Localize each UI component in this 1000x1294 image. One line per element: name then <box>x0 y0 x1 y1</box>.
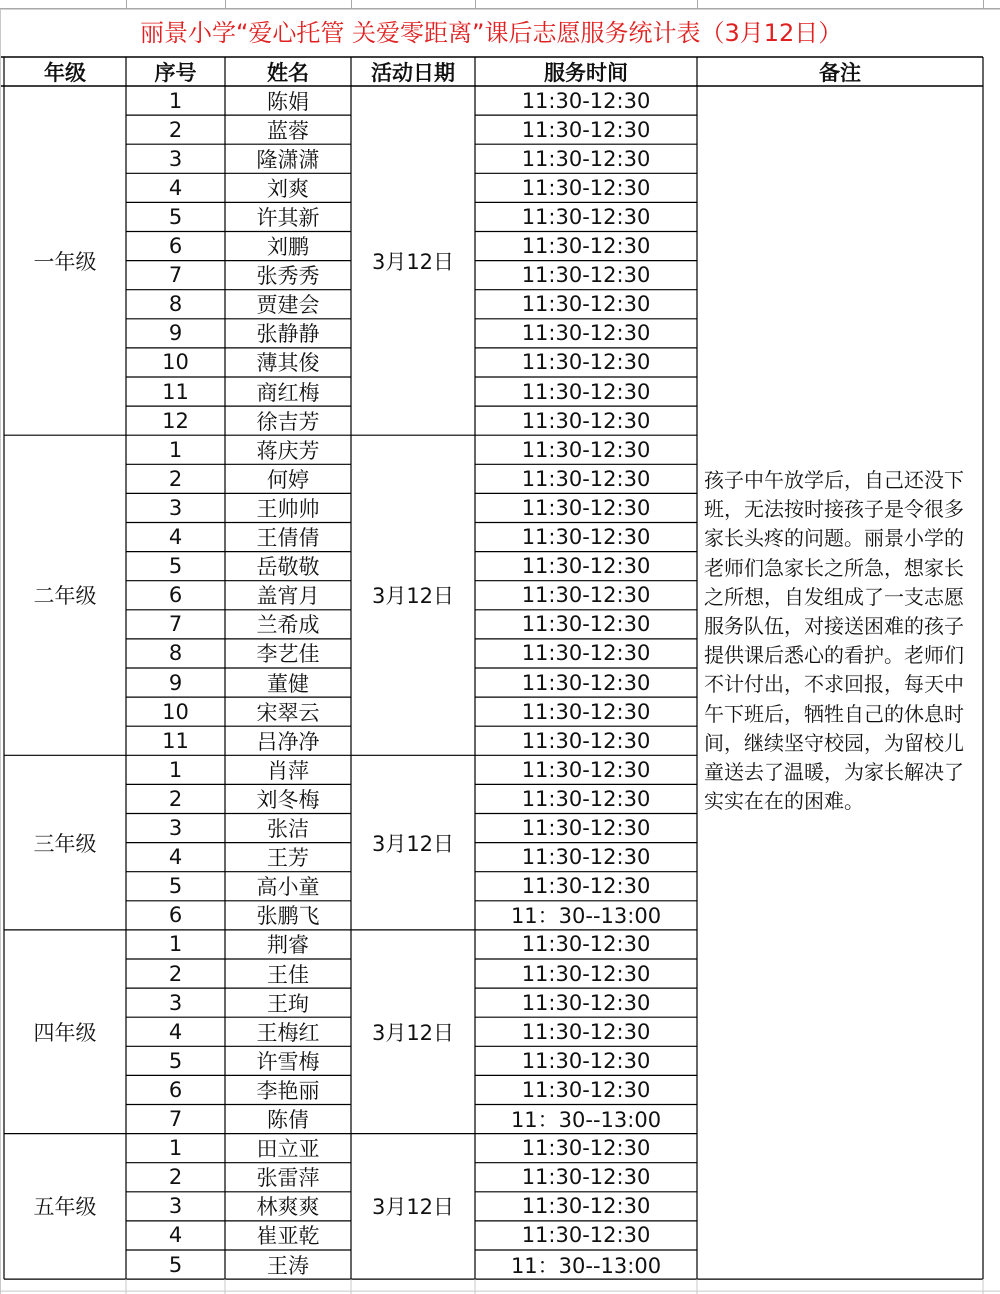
row-name: 王涛 <box>267 1253 309 1278</box>
row-name: 张鹏飞 <box>256 904 320 929</box>
row-index: 6 <box>168 903 183 928</box>
row-time: 11:30-12:30 <box>521 757 651 782</box>
row-index: 3 <box>168 1194 183 1219</box>
row-time: 11:30-12:30 <box>521 1136 651 1161</box>
sheet-title: 丽景小学“爱心托管 关爱零距离”课后志愿服务统计表（3月12日） <box>140 19 843 47</box>
row-time: 11:30-12:30 <box>521 437 651 462</box>
date-cell: 3月12日 <box>371 584 455 609</box>
row-name: 陈娟 <box>267 89 309 114</box>
row-index: 7 <box>168 1107 183 1132</box>
row-index: 2 <box>168 1165 183 1190</box>
row-index: 1 <box>168 932 183 957</box>
row-index: 2 <box>168 786 183 811</box>
row-index: 1 <box>168 1136 183 1161</box>
date-cell: 3月12日 <box>371 831 455 856</box>
row-name: 薄其俊 <box>256 351 320 376</box>
row-time: 11:30-12:30 <box>521 1077 651 1102</box>
row-index: 6 <box>168 1077 183 1102</box>
date-cell: 3月12日 <box>371 1195 455 1220</box>
row-time: 11:30-12:30 <box>521 786 651 811</box>
row-index: 2 <box>168 466 183 491</box>
row-name: 李艳丽 <box>256 1078 320 1103</box>
row-time: 11:30-12:30 <box>521 146 651 171</box>
row-name: 何婷 <box>267 467 309 492</box>
row-time: 11:30-12:30 <box>521 350 651 375</box>
row-index: 5 <box>168 554 183 579</box>
row-time: 11:30-12:30 <box>521 816 651 841</box>
row-name: 兰希成 <box>256 613 320 638</box>
row-time: 11：30--13:00 <box>510 904 662 929</box>
row-index: 11 <box>162 728 189 753</box>
row-name: 李艺佳 <box>256 642 320 667</box>
row-index: 1 <box>168 437 183 462</box>
row-name: 盖宵月 <box>256 584 320 609</box>
row-name: 张静静 <box>256 322 320 347</box>
row-name: 王珣 <box>267 991 309 1016</box>
row-time: 11:30-12:30 <box>521 699 651 724</box>
row-index: 2 <box>168 961 183 986</box>
row-index: 7 <box>168 612 183 637</box>
row-time: 11:30-12:30 <box>521 525 651 550</box>
row-name: 王佳 <box>267 962 309 987</box>
row-index: 9 <box>168 321 183 346</box>
row-name: 商红梅 <box>256 380 320 405</box>
row-time: 11:30-12:30 <box>521 961 651 986</box>
header-time: 服务时间 <box>544 60 628 85</box>
row-time: 11:30-12:30 <box>521 845 651 870</box>
row-time: 11:30-12:30 <box>521 263 651 288</box>
row-name: 隆潇潇 <box>256 147 320 172</box>
row-index: 1 <box>168 757 183 782</box>
row-index: 5 <box>168 874 183 899</box>
row-name: 王倩倩 <box>256 526 320 551</box>
row-name: 蒋庆芳 <box>256 438 320 463</box>
row-name: 张秀秀 <box>256 264 320 289</box>
row-time: 11:30-12:30 <box>521 495 651 520</box>
row-index: 6 <box>168 583 183 608</box>
row-index: 11 <box>162 379 189 404</box>
row-time: 11:30-12:30 <box>521 1165 651 1190</box>
row-name: 许雪梅 <box>256 1049 320 1074</box>
row-time: 11:30-12:30 <box>521 379 651 404</box>
row-time: 11:30-12:30 <box>521 641 651 666</box>
row-index: 3 <box>168 495 183 520</box>
row-index: 3 <box>168 816 183 841</box>
row-index: 5 <box>168 1048 183 1073</box>
row-name: 陈倩 <box>267 1108 309 1133</box>
row-time: 11:30-12:30 <box>521 932 651 957</box>
row-time: 11:30-12:30 <box>521 234 651 259</box>
row-time: 11:30-12:30 <box>521 408 651 433</box>
header-date: 活动日期 <box>371 60 455 85</box>
row-name: 张雷萍 <box>256 1166 320 1191</box>
row-time: 11：30--13:00 <box>510 1253 662 1278</box>
row-name: 王芳 <box>267 846 309 871</box>
row-time: 11:30-12:30 <box>521 612 651 637</box>
remark-text: 孩子中午放学后，自己还没下班，无法按时接孩子是令很多家长头疼的问题。丽景小学的老师们急家长之所急，想家长之所想，自发组成了一支志愿服务队伍，对接送困难的孩子提供课后悉心的看护。老师们不计付出，不求回报，每天中午下班后，牺牲自己的休息时间，继续坚守校园，为留校儿童送去了温暖，为家长解决了实实在在的困难。 <box>704 468 964 814</box>
row-time: 11:30-12:30 <box>521 1194 651 1219</box>
row-name: 贾建会 <box>256 293 320 318</box>
grade-cell: 三年级 <box>33 831 97 856</box>
row-index: 6 <box>168 234 183 259</box>
row-index: 4 <box>168 1019 183 1044</box>
row-index: 4 <box>168 845 183 870</box>
row-index: 4 <box>168 175 183 200</box>
row-name: 高小童 <box>256 875 320 900</box>
row-time: 11:30-12:30 <box>521 583 651 608</box>
row-name: 王梅红 <box>256 1020 320 1045</box>
row-index: 10 <box>162 350 189 375</box>
header-name: 姓名 <box>267 60 309 85</box>
row-time: 11:30-12:30 <box>521 670 651 695</box>
row-time: 11:30-12:30 <box>521 990 651 1015</box>
row-name: 董健 <box>267 671 309 696</box>
row-index: 8 <box>168 641 183 666</box>
row-time: 11:30-12:30 <box>521 1048 651 1073</box>
grade-cell: 一年级 <box>33 249 97 274</box>
row-time: 11:30-12:30 <box>521 88 651 113</box>
row-index: 3 <box>168 146 183 171</box>
row-name: 许其新 <box>256 205 320 230</box>
row-time: 11：30--13:00 <box>510 1108 662 1133</box>
row-index: 2 <box>168 117 183 142</box>
row-name: 吕净净 <box>256 729 320 754</box>
row-name: 蓝蓉 <box>267 118 309 143</box>
header-remark: 备注 <box>819 60 861 85</box>
row-time: 11:30-12:30 <box>521 554 651 579</box>
row-name: 田立亚 <box>256 1137 320 1162</box>
row-index: 4 <box>168 1223 183 1248</box>
row-index: 8 <box>168 292 183 317</box>
row-time: 11:30-12:30 <box>521 874 651 899</box>
row-name: 张洁 <box>267 817 309 842</box>
grade-cell: 四年级 <box>33 1020 97 1045</box>
row-index: 1 <box>168 88 183 113</box>
row-time: 11:30-12:30 <box>521 466 651 491</box>
row-time: 11:30-12:30 <box>521 117 651 142</box>
row-time: 11:30-12:30 <box>521 292 651 317</box>
row-time: 11:30-12:30 <box>521 1223 651 1248</box>
row-index: 5 <box>168 1252 183 1277</box>
row-time: 11:30-12:30 <box>521 204 651 229</box>
header-index: 序号 <box>154 60 197 85</box>
grade-cell: 二年级 <box>33 584 97 609</box>
row-time: 11:30-12:30 <box>521 728 651 753</box>
row-index: 7 <box>168 263 183 288</box>
row-index: 10 <box>162 699 189 724</box>
row-name: 刘鹏 <box>267 235 309 260</box>
row-name: 刘爽 <box>267 176 309 201</box>
row-name: 刘冬梅 <box>256 787 320 812</box>
row-name: 林爽爽 <box>256 1195 320 1220</box>
row-index: 12 <box>162 408 189 433</box>
row-index: 4 <box>168 525 183 550</box>
row-name: 宋翠云 <box>256 700 320 725</box>
row-time: 11:30-12:30 <box>521 321 651 346</box>
row-index: 5 <box>168 204 183 229</box>
grade-cell: 五年级 <box>33 1195 97 1220</box>
header-grade: 年级 <box>44 60 86 85</box>
row-time: 11:30-12:30 <box>521 175 651 200</box>
row-name: 岳敬敬 <box>256 555 320 580</box>
date-cell: 3月12日 <box>371 249 455 274</box>
row-name: 王帅帅 <box>256 496 320 521</box>
row-name: 肖萍 <box>267 758 309 783</box>
row-name: 徐吉芳 <box>256 409 320 434</box>
row-index: 3 <box>168 990 183 1015</box>
date-cell: 3月12日 <box>371 1020 455 1045</box>
row-name: 荆睿 <box>267 933 309 958</box>
row-time: 11:30-12:30 <box>521 1019 651 1044</box>
row-name: 崔亚乾 <box>256 1224 320 1249</box>
column-header-strip <box>0 0 1000 9</box>
row-index: 9 <box>168 670 183 695</box>
